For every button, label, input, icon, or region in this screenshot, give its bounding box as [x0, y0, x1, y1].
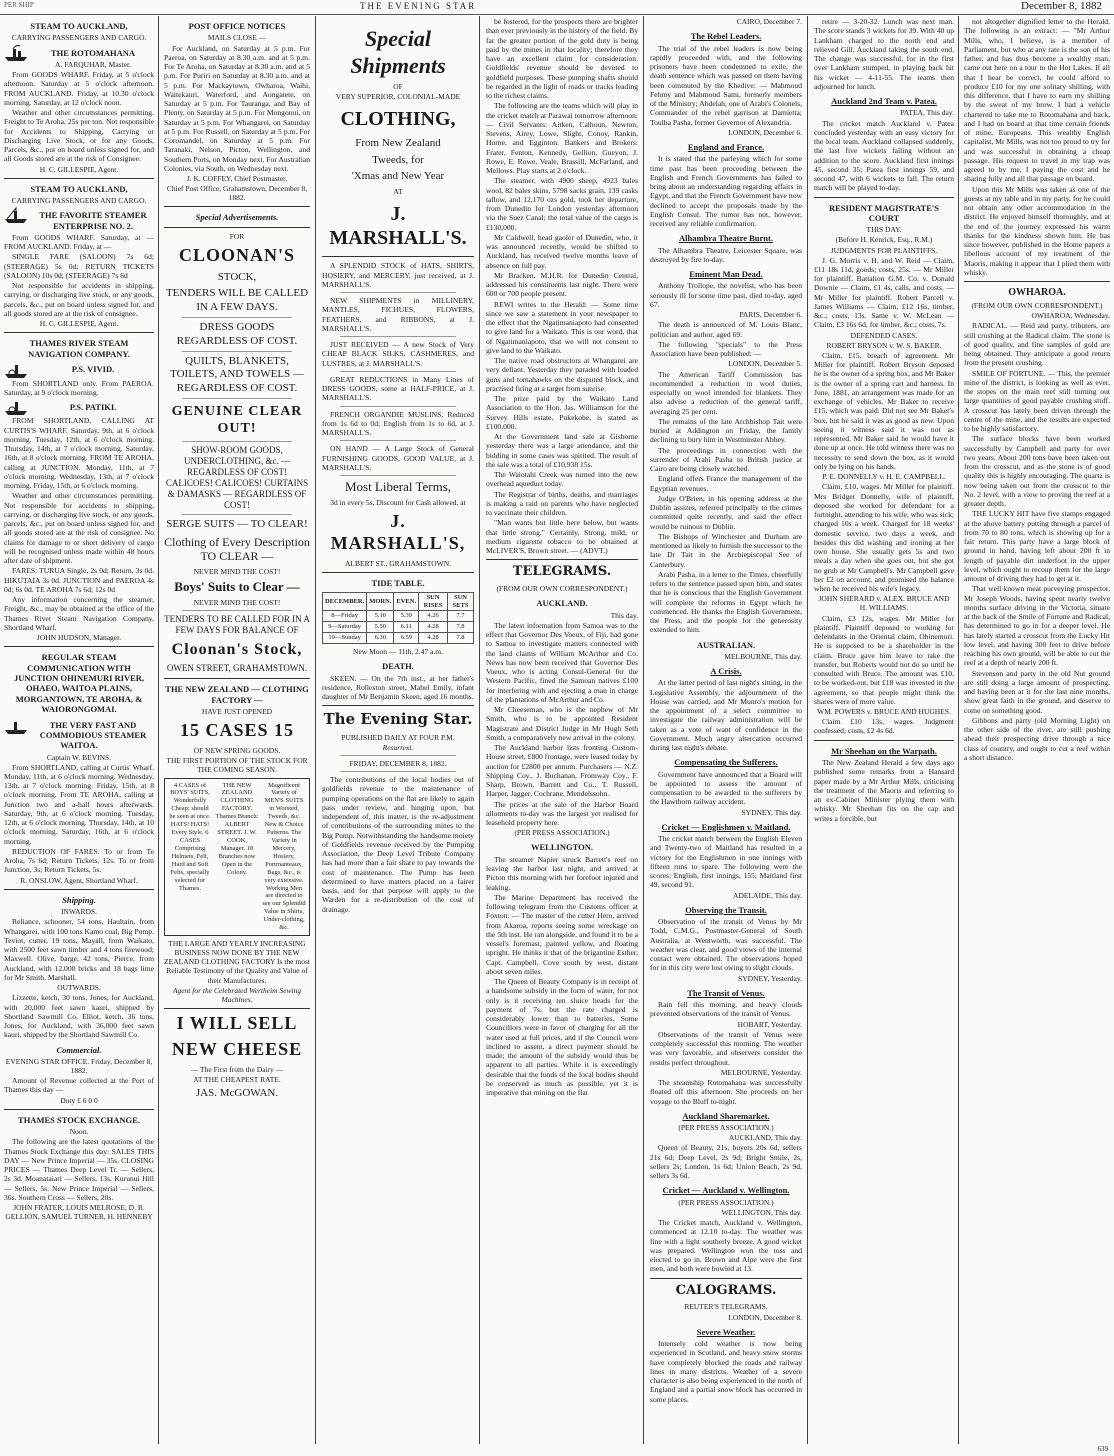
masthead-paper-name: THE EVENING STAR — [360, 1, 477, 11]
divider — [164, 1008, 310, 1009]
mail-schedule: For Auckland, on Saturday at 5 p.m. For Paeroa, on Saturday at 8.30 a.m. and at 5 p.m. For Te Aroha, on Saturday at 8.30 a.m. and at 5 p.m. For Puriri on Saturday at 8.30 a.m. and at 5 p.m. For Mackaytown, Owharoa, Waihi, Waitekauri, Waterford, and Aongatete, on Saturday at 5 p.m. For Tauranga, and Bay of Plenty, on Saturday at 5 p.m. For Mongonui, on Saturday at 5 p.m. For Whangarei, on Saturday at 5 p.m. For Russell, on Saturday at 5 p.m. For Coromandel, on Saturday at 5 p.m. For Taranaki, Nelson, Picton, Wellington, and Southern Ports, on Monday next. For Australian Colonies, via South, on Wednesday next. — [164, 43, 310, 173]
marshall-title: J. MARSHALL'S. — [329, 202, 467, 250]
divider — [814, 740, 954, 741]
ad-text: AT THE CHEAPEST RATE. — [193, 1075, 281, 1085]
ad-text: 15 CASES 15 — [179, 720, 295, 741]
divider — [4, 889, 154, 890]
column-rule — [643, 16, 644, 1444]
article-text: It is stated that the parleying which for some time past has been proceeding between the English and French Governments has failed to bring about an understanding regarding affairs in Egypt, and that the French Government have now declined to accept the proposals made by the English Consul. The rumor has not, however, received any reliable confirmation. — [650, 154, 802, 228]
article-text: The prize paid by the Waikato Land Association to the Hon. Jas. Williamson for the Survey Hills estate, Pukekohe, is stated as £100,000. — [486, 394, 638, 431]
divider — [164, 206, 310, 207]
tide-column-header: SUN SETS — [447, 592, 473, 611]
ad-text: 'Xmas and New Year — [351, 170, 445, 183]
case-title: ROBERT BRYSON v. W. S. BAKER. — [826, 340, 942, 350]
marshall-ad-item: GREAT REDUCTIONS in Many Lines of DRESS GOODS, some at HALF-PRICE, at J. MARSHALL'S. — [322, 374, 474, 403]
dateline: LONDON, December 5. — [728, 359, 802, 369]
article-text: The following "specials" to the Press Association have been published: — — [650, 339, 802, 359]
telegram-text: The Marine Department has received the following telegram from the Customs officer at Foxton: — The master of the cutter Hero, arrived from Akaroa, reports seeing some wreckage on the 5th inst. He ran alongside, and found it to be a vessel's foremast, painted yellow, and floating upright. He thinks it that of the brigantine Esther, Capt. Campbell. Cove south by west, distant about seven miles. — [486, 892, 638, 976]
section-subheading: OUTWARDS. — [57, 983, 101, 993]
ship-agent: H. C. GILLESPIE, Agent. — [39, 164, 119, 174]
ad-subheading: CARRYING PASSENGERS AND CARGO. — [11, 196, 147, 205]
ad-heading: STEAM TO AUCKLAND, — [30, 183, 128, 194]
telegram-text: The steamer Napier struck Barrett's reef on leaving the harbor last night, and arrived at Picton this morning with her forefoot injured and leaking. — [486, 854, 638, 892]
divider — [182, 351, 293, 352]
marshall-ad-item: FRENCH ORGANDIE MUSLINS, Reduced from 1s 6d to 0d; English from 1s to 6d, at J. MARSHALL'S. — [322, 409, 474, 438]
company-heading: REGULAR STEAM COMMUNICATION WITH JUNCTION OHINEMURI RIVER, OHAEO, WAITOA PLAINS, MORGANTOWN, TE AROHA, & WAIORONGOMAI. — [13, 652, 145, 715]
marshall-ad-item: JUST RECEIVED — A new Stock of Very CHEAP BLACK SILKS, CASHMERES, and LUSTRES, at J. MARSHALL'S. — [322, 340, 474, 368]
divider — [182, 441, 293, 442]
article-text: The Cricket match, Auckland v. Wellington, commenced at 12.10 to-day. The weather was fine with a light southerly breeze. A good wicket was prepared. Wellington won the toss and elected to go in. Brown and Alpe were the first men, and both were bowled at 13. — [650, 1218, 802, 1274]
ad-text: THE FIRST PORTION OF THE STOCK FOR THE COMING SEASON. — [166, 756, 308, 775]
tide-cell: 5.39 — [394, 611, 419, 622]
section-heading: RESIDENT MAGISTRATE'S COURT — [829, 202, 939, 223]
article-text: Gibbons and party (old Morning Light) on the other side of the river, are still pushing ahead their prospecting drive through a nice class of country, and ought to cut a reef within a short distance. — [964, 715, 1110, 762]
ship-name: THE FAVORITE STEAMER ENTERPRISE NO. 2. — [39, 210, 147, 231]
dateline: MELBOURNE, This day. — [724, 651, 802, 661]
divider — [964, 281, 1110, 282]
divider — [340, 371, 456, 372]
article-text: The Waiotahi Creek was turned into the new overhead aqueduct today. — [486, 470, 638, 489]
section-subheading: INWARDS. — [60, 907, 98, 917]
divider — [182, 514, 293, 515]
ad-text: Boys' Suits to Clear — — [174, 578, 300, 594]
tide-cell: 8—Friday — [323, 611, 367, 622]
steamship-icon — [4, 44, 28, 62]
divider — [340, 771, 456, 772]
ship-name: THE VERY FAST AND COMMODIOUS STEAMER WAITOA. — [39, 719, 147, 751]
fares: SINGLE FARE (SALOON) 7s 6d; (STEERAGE) 5s 0d; RETURN TICKETS (SALOON) 10s 0d; (STEERAGE) 7s 6d — [4, 252, 154, 280]
article-text: Intensely cold weather is now being experienced in Scotland, and heavy snow storms have completely blocked the roads and railway lines in many districts. Weather of a severe character is also being experienced in the north of England and a partial snow block has occurred in some places. — [650, 1339, 802, 1404]
ad-subheading: CARRYING PASSENGERS AND CARGO. — [11, 33, 147, 43]
tide-cell: 4.28 — [419, 622, 448, 633]
divider — [4, 646, 154, 647]
dateline: SYDNEY, Yesterday. — [738, 973, 802, 983]
section-heading: OWHAROA. — [1008, 287, 1066, 298]
article-text: The native road obstructors at Whangarei are very defiant. Yesterday they paraded with loaded guns and tomahawks on the disputed block, and practised firing at a target from sunrise. — [486, 356, 638, 393]
court-text: Claim, £10, wages. Mr Miller for plaintiff. Mrs Bridget Donnelly, wife of plaintiff, deposed she worked for defendant for a fortnight, attending to his wife, who was sick; charged 10s a week. Charged for 18 weeks' domestic service, two days a week, and besides this did washing and ironing at her own house. She usually gets 5s and two meals a day when she goes out, but she got no grub at Mr Campbell's. Mr Campbell gave her £2 on account, and promised the balance when he received his wife's legacy. — [814, 482, 954, 594]
divider — [322, 572, 474, 573]
article-text: be fostered, for the prospects there are brighter than ever previously in the history of the field. By far the greater portion of the gold duty is being paid by the mines in that locality; therefore they have an excellent claim for consideration. Goldfields' revenue should be devoted to goldfield purposes. Those pumping shafts should be regarded in the light of roads or tracks leading to the richest claims. — [486, 17, 638, 100]
headline: Cricket — Auckland v. Wellington. — [662, 1185, 790, 1196]
dateline: AUCKLAND, This day. — [728, 1133, 802, 1143]
tide-cell: 6.30 — [367, 633, 394, 644]
column-rule — [958, 16, 959, 1444]
tide-column-header: EVEN. — [394, 592, 419, 611]
marshall-title: J. MARSHALL'S, — [330, 511, 466, 554]
section-subheading: (PER PRESS ASSOCIATION.) — [514, 828, 610, 838]
article-text: Mr Caldwell, head gaoler of Dunedin, who, it was announced recently, would be shifted to Auckland, has received twelve months leave of absence on full pay. — [486, 232, 638, 270]
steamship-icon — [4, 206, 28, 224]
section-heading: THAMES STOCK EXCHANGE. — [18, 1114, 140, 1125]
divider — [164, 678, 310, 679]
ad-address: OWEN STREET, GRAHAMSTOWN. — [166, 663, 308, 674]
tide-table-heading: TIDE TABLE. — [371, 578, 425, 589]
publication-note: PUBLISHED DAILY AT FOUR P.M. — [341, 732, 455, 742]
article-text: RADICAL. — Reid and party, tributers, are still crushing at the Radical claim. The stone is of good quality, and fine samples of gold are being obtained. They anticipate a good return from the present crushing. — [964, 321, 1110, 368]
masthead — [0, 0, 1114, 15]
ad-text: FOR — [229, 231, 245, 241]
tide-cell: 7.7 — [447, 611, 473, 622]
section-subheading: Noon. — [69, 1127, 89, 1137]
telegram-text: The latest information from Samoa was to the effect that Governor Des Voeux, of Fiji, had gone to Samoa to investigate matters connected with the land claims of William McArthur and Co. News has now been received that Governor Des Voeux, who is acting Consul-General for the Western Pacific, fined the Samoan natives £100 for interfering with and ejecting a man in charge of the plantations of McArthur and Co. — [486, 620, 638, 704]
tide-table-body — [323, 611, 474, 644]
headline: Compensating the Sufferers. — [674, 757, 778, 768]
divider — [340, 292, 456, 293]
ad-text: GENUINE CLEAR OUT! — [171, 404, 303, 437]
ship-schedule: From GOODS WHARF. Saturday, at — FROM AUCKLAND. Friday, at — — [4, 232, 154, 252]
section-heading: Shipping. — [62, 894, 96, 905]
section-subheading: (PER PRESS ASSOCIATION.) — [678, 1123, 774, 1133]
tide-cell: 5.50 — [367, 622, 394, 633]
headline: The Transit of Venus. — [687, 987, 765, 998]
article-text: The Registrar of births, deaths, and marriages is making a raid on parents who have neglected to vaccinate their children. — [486, 489, 638, 517]
ship-schedule: FROM SHORTLAND, CALLING AT CURTIS'S WHARF. Saturday, 9th, at 6 o'clock morning. Tuesday, 12th, at 6 o'clock morning. Thursday, 14th, at 7 o'clock morning. Saturday, 16th, at 8 o'clock morning. FROM TE AROHA, calling at JUNCTION. Monday, 11th, at 7 o'clock morning. Wednesday, 13th, at 7 o'clock morning. Friday, 15th, at 6 o'clock morning. — [4, 416, 154, 491]
article-text: THE LUCKY HIT have five stamps engaged at the above battery putting through a parcel of from 70 to 80 tons, which is showing up for a fair return. This party have a large block of ground in hand, having left about 200 ft in length of payable dirt underfoot in the upper level, which ought to recoup them for the large amount of driving they had to get at it. — [964, 509, 1110, 584]
telegram-text: The prices at the sale of the Harbor Board allotments to-day was the largest yet realised for leasehold property here. — [486, 799, 638, 827]
article-text: The cricket match between the English Eleven and Twenty-two of Maitland has resulted in a victory for the Englishmen in one innings with fifteen runs to spare. The following were the scores: English, first innings, 155; Maitland first 49, second 91. — [650, 834, 802, 890]
ship-name: P.S. VIVID. — [71, 363, 115, 374]
ad-text: Clothing of Every Description TO CLEAR — — [164, 534, 310, 564]
column-rule — [158, 16, 159, 1444]
divider — [340, 475, 456, 476]
telegram-text: The Queen of Beauty Company is in receipt of a handsome subsidy in the form of water, for not only is it receiving ten sluice heads for the payment of 7s, but the rate charged is considerably lower than to batteries. Some Councillors were in favor of charging for all the water used at full prices, and if the Council were inclined to assent, a direct payment should be made; the amount of the subsidy would thus be apparent to all parties. While it is exceedingly desirable that the funds of the local bodies should be conserved as much as possible, yet it is imperative that mining on the flat — [486, 977, 638, 1097]
section-subheading: EVENING STAR OFFICE. Friday, December 8, 1882. — [5, 1056, 153, 1076]
tide-column-header: DECEMBER. — [323, 592, 367, 611]
cloonan-title: CLOONAN'S — [178, 244, 295, 265]
headline: Auckland Sharemarket. — [682, 1110, 770, 1121]
ad-text: STOCK, — [217, 270, 257, 283]
section-subheading: (FROM OUR OWN CORRESPONDENT.) — [496, 584, 628, 594]
article-text: The New Zealand Herald a few days ago published some remarks from a Hansard paper made by a Mr Arthur Mills, criticising the treatment of the Maoris and referring to an ex-Cabinet Minister plying them with whisky. Mr Sheehan fits on the cap and writes a forcible, but — [814, 758, 954, 823]
section-subheading: DEFENDED CASES. — [850, 330, 918, 340]
headline: England and France. — [687, 141, 765, 152]
tide-cell: 9—Saturday — [323, 622, 367, 633]
ad-text: I WILL SELL — [176, 1013, 298, 1034]
section-heading: DEATH. — [382, 661, 414, 672]
section-subheading: MAILS CLOSE — — [207, 33, 267, 43]
ad-text: THE NEW ZEALAND CLOTHING FACTORY. Thames Branch: ALBERT STREET. J. W. COOK, Manager. 18 Branches now Open in the Colony. — [215, 781, 259, 876]
ad-text: Agent for the Celebrated Wertheim Sewing Machines. — [172, 985, 302, 1004]
ship-master: Captain W. BEVINS. — [46, 752, 112, 762]
fares: FARES: TURUA Single, 2s 0d; Return, 3s 0d. HIKUTAIA 3s 0d. JUNCTION and PAEROA 4s 0d; 6s 0d. TE AROHA 7s 6d; 12s 0d — [4, 566, 154, 594]
ship-master: A. FARQUHAR, Master. — [55, 59, 131, 69]
tide-column-header: SUN RISES — [419, 592, 448, 611]
case-title: WM. POWERS v. BRUCE AND HUGHES. — [817, 707, 951, 717]
revenue-text: Amount of Revenue collected at the Port of Thames this day — — [4, 1076, 154, 1095]
ad-text: From New Zealand — [355, 137, 441, 150]
ad-text: DRESS GOODS REGARDLESS OF COST. — [176, 321, 298, 347]
ship-schedule: From SHORTLAND, calling at Curtis' Wharf. Monday, 11th, at 6 o'clock morning. Wednesday, 13th, at 7 o'clock morning. Friday, 15th, at 8 o'clock morning. From TE AROHA, calling at Junction two and a-half hours afterwards. Saturday, 9th, at 6 o'clock morning. Tuesday, 12th, at 6 o'clock morning. Thursday, 14th, at 10 o'clock morning. Saturday, 16th, at 6 o'clock morning. — [4, 762, 154, 846]
column-rule — [479, 16, 480, 1444]
article-text: The surface blocks have been worked successfully by Campbell and party for over two years. About 200 tons have been taken out from the crosscut, and as the stone is of good quality this is highly encouraging. The quartz is now being taken out from the crosscut to the No. 2 level, with a view to proving the reef at a greater depth. — [964, 434, 1110, 509]
ad-text: SHOW-ROOM GOODS, UNDERCLOTHING, &c. — REGARDLESS OF COST! CALICOES! CALICOES! CURTAINS & DAMASKS — REGARDLESS OF COST! — [165, 445, 309, 511]
masthead-date: December 8, 1882 — [1021, 0, 1102, 12]
editorial-text: The contributions of the local bodies out of goldfields revenue to the maintenance of pumping operations on the flat are likely to again pass under review, and hinging upon, but independent of, this matter, is the re-adjustment of contributions of the surrounding mines to the Big Pump. Notwithstanding the handsome moiety of Goldfields revenue received by the Pumping Association, the Deep Level Tribute Company has had more than a fair share to pay towards the cost of maintenance. The Pump has been determined to have matters placed on a fairer basis, and for that purpose will apply to the Warden for a re-distribution of the cost of drainage. — [322, 775, 474, 914]
ship-schedule: From SHORTLAND only. From PAEROA. Saturday, at 9 o'clock morning. — [4, 378, 154, 398]
ad-heading: THE NEW ZEALAND — CLOTHING FACTORY — — [165, 684, 309, 705]
article-text: Observations of the transit of Venus were completely successful this morning. The weather was very favorable, and observers consider the results perfect throughout. — [650, 1029, 802, 1067]
death-notice: SKEEN. — On the 7th inst., at her father's residence, Rolleston street, Mabel Emily, infant daughter of Mr Benjamin Skeen, aged 16 months. — [322, 673, 474, 702]
paddle-steamer-icon — [4, 398, 28, 416]
divider — [182, 317, 293, 318]
headline: Eminent Man Dead. — [689, 269, 763, 280]
ship-agent: R. ONSLOW, Agent, Shortland Wharf. — [20, 875, 138, 885]
paddle-steamer-icon — [4, 361, 28, 379]
company-heading: THAMES RIVER STEAM NAVIGATION COMPANY. — [28, 338, 130, 359]
stock-quotations: The following are the latest quotations of the Thames Stock Exchange this day: SALES THIS DAY — New Prince Imperial — 35s. CLOSING PRICES — Thames Deep Level Tr. — Sellers, 2s 3d. Moanataiari — Sellers, 13s. Kurunui Hill — Sellers, 5s. New Prince Imperial — Sellers, 36s. Southern Cross — Sellers, 20s. — [4, 1137, 154, 1202]
section-heading: TELEGRAMS. — [512, 564, 612, 580]
article-text: The death is announced of M. Louis Blanc, politician and author, aged 69. — [650, 320, 802, 339]
marshall-ad-item: ON HAND — A Large Stock of General FURNISHING GOODS, GOOD VALUE, at J. MARSHALL'S. — [322, 444, 474, 472]
ship-name: THE ROTOMAHANA — [50, 47, 136, 58]
article-text: Mr Bracken, M.H.R. for Dunedin Central, addressed his constituents last night. There were 600 or 700 people present. — [486, 270, 638, 299]
dateline: AUCKLAND. — [536, 598, 588, 609]
column-correspondence — [960, 16, 1114, 1444]
court-text: Claim £10 13s, wages. Judgment confessed; costs, £2 4s 6d. — [814, 717, 954, 736]
shipping-inwards: Reliance, schooner, 54 tons, Haultain, from Whangarei, with 100 tons Kamo coal, Big Pump. Teviot, cutter, 19 tons, Mayall, from Waikato, with 2500 feet sawn timber and 4 tons firewood; Maxwell. Olive, barge, 42 tons, Pierce, from Auckland, with 12,000 bricks and 18 bags lime for Mr Smith. Marshall. — [4, 917, 154, 982]
court-text: Claim, £3 12s, wages. Mr Miller for plaintiff. Plaintiff deposed to working for defendants in the Oriental claim, Ohinemuri. He is supposed to be a shareholder in the claim. Bruce gave him leave to take the transfer, but Roberts would not do so until he consulted with Bruce. The amount was £10, to be worked-out, but £18 was invested in the agreement, so that people might think the shares were of more value. — [814, 613, 954, 706]
tide-cell: 7.8 — [447, 633, 473, 644]
article-text: The American Tariff Commission has recommended a reduction in wool duties, especially on wool intended for blankets. They also advise a reduction of the general tariff, averaging 25 per cent. — [650, 369, 802, 416]
court-text: Claim, £15, breach of agreement. Mr Miller for plaintiff. Robert Bryson deposed he is the owner of a spring box, and Mr Baker is the owner of a spring cart and harness. In June, 1881, an arrangement was made for an exchange of vehicles. Mr Baker to receive £15, which was paid. Did not see Mr Baker's box, but he said it was as good as new. Upon seeing it witness said it was not as represented. Mr Baker said he would have it done up at once. He told witness there was no necessity to send down the box, as it would only be lying on his hands. — [814, 350, 954, 471]
tide-cell: 6.11 — [394, 622, 419, 633]
court-text: J. G. Morris v. H. and W. Reid — Claim, £11 18s 11d, goods; costs, 25s. — Mr Miller for plaintiff. Battalion G.M. Co. v. Donald Downie — Claim, £1 4s, calls, and costs. — Mr Miller for plaintiff. Robert Parcell v. James Williams — Claim, £12 16s, timber, &c.; costs, 13s. Same v. W. McLean — Claim, £3 16s 6d, for timber, &c.; costs, 7s. — [814, 255, 954, 330]
article-text: At the latter period of last night's sitting, in the Legislative Assembly, the adjournment of the House was carried, and Mr Munro's motion for the appointment of a select committee to investigate the railway administration will be taken as a vote of want of confidence in the Government. Much angry altercation occurred during last night's debate. — [650, 678, 802, 753]
tide-cell: 4.28 — [419, 633, 448, 644]
clothing-factory-box — [164, 778, 310, 937]
ad-text: NEVER MIND THE COST! — [193, 597, 281, 607]
headline: Alhambra Theatre Burnt. — [679, 233, 773, 244]
fares-note: Not responsible for accidents in shipping, carrying, or discharging live stock, or any goods, parcels, &c., put on board unless signed for, and all goods stored are at the risk of consignee. — [4, 281, 154, 318]
dateline: ADELAIDE, This day. — [733, 890, 802, 900]
dateline: PARIS, December 6. — [739, 310, 802, 320]
ad-text: Tweeds, for — [372, 153, 424, 166]
column-advertisements — [160, 16, 314, 1444]
ad-text: QUILTS, BLANKETS, TOILETS, AND TOWELS — REGARDLESS OF COST. — [170, 354, 304, 394]
divider — [4, 178, 154, 179]
ad-signature: JAS. McGOWAN. — [195, 1087, 279, 1100]
tide-cell: 6.59 — [394, 633, 419, 644]
ad-address: ALBERT ST., GRAHAMSTOWN. — [344, 559, 451, 569]
ship-agent: H. C. GILLESPIE, Agent. — [39, 319, 119, 329]
headline: Observing the Transit. — [685, 904, 767, 915]
fare-reduction: REDUCTION OF FARES. To or from Te Aroha, 7s 6d; Return Tickets, 12s. To or from Junction, 3s; Return Tickets, 5s. — [4, 846, 154, 875]
dateline: HOBART, Yesterday. — [737, 1019, 802, 1029]
ad-text: OF — [393, 81, 403, 91]
headline: Severe Weather. — [696, 1326, 756, 1337]
marshall-ad-item: NEW SHIPMENTS in MILLINERY, MANTLES, FICHUES, FLOWERS, FEATHERS, and RIBBONS, at J. MARSHALL'S. — [322, 296, 474, 333]
ship-schedule: From GOODS WHARF. Friday, at 5 o'clock afternoon. Saturday at 5 o'clock afternoon. FROM AUCKLAND. Friday, at 10.30 o'clock morning. Saturday, at 12 o'clock noon. — [4, 70, 154, 107]
section-heading: Special Advertisements. — [195, 212, 279, 223]
section-heading: CALOGRAMS. — [675, 1282, 777, 1298]
divider — [814, 197, 954, 198]
article-text: The trial of the rebel leaders is now being rapidly proceeded with, and the following prisoners have been condemned to exile, the death sentence which was passed on them having been commuted by the Khedive: — Mahmoud Fehmy and Mahmoud Sami, formerly members of the Ministry; Abdelah, one of Arabi's Colonels, Commander of the rebel garrison at Damietta; Toulba Pasha, former Governor of Alexandria. — [650, 43, 802, 127]
dateline: CAIRO, December 7. — [736, 17, 802, 26]
tide-cell: 5.10 — [367, 611, 394, 622]
article-text: England offers France the management of the Egyptian revenues. — [650, 474, 802, 493]
marshall-ad-item: A SPLENDID STOCK of HATS, SHIRTS, HOSIERY, and MERCERY, just received, at J. MARSHALL'S. — [322, 261, 474, 289]
column-cables — [646, 16, 806, 1444]
column-shipping — [0, 16, 158, 1444]
ship-name: P.S. PATIKI. — [69, 402, 117, 413]
section-heading: AUSTRALIAN. — [696, 639, 756, 650]
ad-text: Magnificent Variety of MEN'S SUITS in Worsted, Tweeds, &c. New & Choice Patterns. The Variety in Mercery, Hosiery, Portmanteaux, Bags, &c., is very extensive. Working Men are directed to see our Splendid Value in Shirts, Under-clothing, &c. — [262, 781, 306, 932]
section-subheading: (PER PRESS ASSOCIATION.) — [678, 1197, 774, 1207]
case-title: P. E. DONNELLY v. H. E. CAMPBELL. — [822, 472, 946, 482]
postmaster-sign: J. K. COFFEY, Chief Postmaster. — [186, 174, 288, 183]
article-text: Rain fell this morning, and heavy clouds prevented observations of the transit of Venus. — [650, 1000, 802, 1019]
article-text: Arabi Pasha, in a letter to the Times, cheerfully refers to the sentence passed upon him, and states that he is conscious that the English Government will complete the reforms in Egypt which he commenced. He thanks the English Government, the Press, and the people for the generosity extended to him. — [650, 569, 802, 635]
tide-table — [322, 592, 474, 645]
ad-text: SERGE SUITS — TO CLEAR! — [166, 518, 308, 531]
ad-text: NEVER MIND THE COST! — [193, 566, 281, 576]
article-text: The proceedings in connection with the surrender of Arabi Pasha to British justice at Cairo are being closely watched. — [650, 445, 802, 473]
article-text: The cricket match Auckland v. Patea concluded yesterday with an easy victory for the local team. Auckland collapsed suddenly, the last five wickets falling without an addition to the score. Auckland first innings 45, second 35; Patea first innings 59, and second 47, with 6 wickets to fall. The return match will be played to-day. — [814, 118, 954, 193]
ad-text: 3d in every 5s, Discount for Cash allowed, at — [330, 498, 466, 508]
article-text: The Alhambra Theatre, Leicester Square, was destroyed by fire to-day. — [650, 245, 802, 264]
article-text: The Bishops of Winchester and Durham are mentioned as likely to furnish the successor to the late Dr Tait in the Archiepiscopal See of Canterbury. — [650, 531, 802, 569]
tide-row — [323, 622, 474, 633]
article-text: That well known meat purveying prospector, Mr Joseph Woods, having spent nearly twelve months surface driving in the Victoria, situate at the back of the Smile of Fortune and Radical, has determined to go in for a deeper level. He has lately started a crosscut from the Lucky Hit low level, and having 300 feet to drive before reaching his own ground, will be able to cut the reef at a depth of nearly 200 ft. — [964, 584, 1110, 668]
dateline: WELLINGTON. — [531, 842, 593, 853]
ad-subheading: HAVE JUST OPENED — [201, 707, 273, 717]
ad-text: 4 CASES of BOYS' SUITS, Wonderfully Cheap; should be seen at once. HATS! HATS! Every Style. 6 CASES Comprising Helmets, Felt, Hard and Soft Felts, specially selected for Thames. — [169, 781, 211, 892]
ad-text: THE LARGE AND YEARLY INCREASING BUSINESS NOW DONE BY THE NEW ZEALAND CLOTHING FACTORY Is the most Reliable Testimony of the Quality and Value of their Manufactures. — [164, 939, 310, 985]
divider — [164, 227, 310, 228]
dateline: MELBOURNE, Yesterday. — [720, 1067, 802, 1077]
divider — [340, 755, 456, 756]
article-text: retire — 3-20-32. Lunch was next man. The score stands 3 wickets for 39. With 40 up Lankham charged to the north end and relieved Gill, Auckland taking the south end. The change was successful, for in the first over Lankham stumped, in playing back hit his wicket — 4-11-55. The teams then adjourned for lunch. — [814, 17, 954, 91]
section-heading: POST OFFICE NOTICES — [188, 21, 286, 31]
tide-row — [323, 611, 474, 622]
ad-text: Most Liberal Terms, — [344, 479, 452, 495]
headline: A Crisis. — [710, 666, 742, 676]
column-marshall-and-editorial — [318, 16, 478, 1444]
dateline: WELLINGTON, This day. — [721, 1207, 802, 1217]
telegram-text: The Auckland harbor lists fronting Custom-House street, £800 frontage, were leased today by auction for £2800 per annum. Purchasers — N.Z. Shipping Coy., J. Buchanan, Fromway Coy., F. Sharp, Brown, Barrett and Co., T. Russell, Harper, Jagger, Cochrane, Mendelssohn. — [486, 743, 638, 799]
tide-column-header: MORN. — [367, 592, 394, 611]
ship-agent: JOHN HUDSON, Manager. — [36, 633, 122, 643]
article-text: Upon this Mr Mills was taken as one of the guests at my table and in my party, for he could not obtain any other accommodation in the district. He enjoyed himself thoroughly, and at the end of the journey expressed his warm thanks for the kindness shown him. He has since however, published in the Home papers a libellous account of my treatment of the Maoris, making it appear that I plied them with whisky. — [964, 184, 1110, 277]
section-subheading: THIS DAY. — [866, 225, 902, 235]
divider — [340, 440, 456, 441]
ad-text: NEW CHEESE — [171, 1039, 303, 1059]
dateline: OWHAROA, Wednesday. — [1031, 311, 1110, 321]
column-rule — [807, 16, 808, 1444]
dateline-time: This day. — [610, 610, 638, 620]
ad-heading: STEAM TO AUCKLAND, — [30, 21, 128, 31]
shipping-outwards: Lizzette, ketch, 30 tons, Jones, for Auckland, with 20,000 feet sawn kauri, shipped by Shortland Sawmill Co. Elliot, ketch, 36 tons, Jones, for Auckland, with 36,000 feet sawn kauri, shipped by the Shortland Sawmill Co. — [4, 993, 154, 1040]
divider — [322, 705, 474, 706]
article-text: At the Government land sale at Gisborne yesterday there was a large attendance, and the bidding in some cases was spirited. The result of the sale was a total of £10,938 15s. — [486, 432, 638, 469]
stock-signatories: JOHN FRATER, LOUIS MELROSE, D. R. GELLION, SAMUEL TURNER, H. HENNEBY — [5, 1203, 153, 1222]
article-text: Stevenson and party in the old Nut ground are still doing a large amount of prospecting, and having been at it for the last nine months, show great faith in the ground, and deserve to come on something good. — [964, 668, 1110, 715]
section-subheading: (Before H. Kenrick, Esq., R.M.) — [835, 235, 933, 245]
ad-text: VERY SUPERIOR, COLONIAL-MADE — [335, 91, 461, 101]
article-text: Judge O'Brien, in his opening address at the Dublin assizes, referred principally to the crimes committed quite recently, and said the effect would be ruinous to Dublin. — [650, 493, 802, 531]
dateline: SYDNEY, This day. — [741, 807, 802, 817]
tide-table-header — [323, 592, 474, 611]
ad-text: CLOTHING, — [340, 107, 456, 130]
divider — [340, 336, 456, 337]
tide-cell: 4.26 — [419, 611, 448, 622]
fares-note: Any information concerning the steamer, Freight, &c., may be obtained at the office of the Thames River Steam Navigation Company, Shortland Wharf. — [4, 595, 154, 632]
ad-title: Special Shipments — [350, 26, 446, 78]
tide-cell: 7.8 — [447, 622, 473, 633]
moon-phase: New Moon — 11th, 2.47 a.m. — [353, 647, 443, 657]
page-number: 639 — [1097, 1445, 1108, 1454]
divider — [340, 406, 456, 407]
newspaper-title: The Evening Star. — [323, 710, 473, 729]
post-office-date: Chief Post Office, Grahamstown, December 8, 1882. — [166, 184, 308, 203]
divider — [4, 1109, 154, 1110]
column-news — [482, 16, 642, 1444]
dateline: PATEA, This day. — [900, 108, 954, 118]
revenue-duty: Duty £ 6 0 0 — [60, 1095, 98, 1105]
column-court — [810, 16, 958, 1444]
advertisement-text: "Man wants but little here below, but wants that little strong." Certainly, Strong, mild, or medium cigarette tobacco to be obtained at McLIVER'S, Brown street. — (ADVT.) — [486, 518, 638, 555]
tide-cell: 10—Sunday — [323, 633, 367, 644]
article-text: REWI writes to the Herald: — Some time since we saw a statement in your newspaper to the effect that the Ngatimaniapoto had consented to give land for a Waikato. This is our word, that of Ngatimaniapoto, that we will not consent to give land to the Waikato. — [486, 299, 638, 355]
telegram-text: Mr Cheeseman, who is the nephew of Mr Smith, who is to be appointed Resident Magistrate and District Judge in Mr Hugh Seth Smith, a comparatively new arrival in the colony. — [486, 705, 638, 742]
ad-text: TENDERS TO BE CALLED FOR IN A FEW DAYS FOR BALANCE OF — [164, 613, 310, 635]
article-text: not altogether dignified letter to the Herald. The following is an extract: — "Mr Arthur Mills, who, I believe, is a member of Parliament, but who at any rate is the son of his father, and has thus become a wealthy man, came out here on a tour to the Hot Lakes. If all that I hear be correct, he could afford to produce £10 for my one solitary shilling, with this difference, that I have to earn my shilling by the sweat of my brow. I had a vehicle chartered to take me to Rotomahana and back, and I had on board at that time certain friends of mine, Europeans. This wealthy English capitalist, Mr Mills, was not too proud to try for and was successful in obtaining a cheap passage. His request to travel in my trap was agreed to by me, I paying the cost and he sharing fully and all that passage on board. — [964, 17, 1110, 184]
column-rule — [315, 16, 316, 1444]
article-text: Anthony Trollope, the novelist, who has been seriously ill for some time past, died to-day, aged 67. — [650, 281, 802, 309]
article-text: Observation of the transit of Venus by Mr Todd, C.M.G., Postmaster-General of South Australia, at Wentworth, was successful. The weather was clear, and good views of the internal contact were obtained. The observations hoped for in this city were lost owing to slight clouds. — [650, 917, 802, 973]
article-text: The steamer, with 4900 sheep, 4923 bales wool, 82 bales skins, 5798 sacks grain, 139 casks tallow, and 12,170 ozs gold, took her departure, from Dunedin for London yesterday afternoon via the Suez Canal; the total value of the cargo is £130,000. — [486, 176, 638, 232]
headline: Cricket — Englishmen v. Maitland. — [661, 821, 791, 832]
headline: Mr Sheehan on the Warpath. — [831, 745, 937, 756]
article-text: SMILE OF FORTUNE. — This, the premier mine of the district, is looking as well as ever, the stopes on the main reef still turning out large quantities of good payable crushing stuff. A crosscut has lately been driven through the centre of the mine, and the results are expected to be highly satisfactory. — [964, 368, 1110, 434]
section-subheading: (FROM OUR OWN CORRESPONDENT.) — [971, 301, 1103, 311]
article-text: The following are the teams which will play in the cricket match at Parawai tomorrow afternoon: — Civil Servants: Aitken, Calhoun, Newton, Stevens, Airey, Lowe, Slight, Conoy, Rankin, Horne, and Egginton. Bankers and Brokers: Frater, Fenton, Kennedy, Gellion, Gueyon, J. Rowe, E. Rowe, Veale, Brassill, McFarland, and Mellows. Play starts at 2 o'clock. — [486, 101, 638, 175]
headline: The Rebel Leaders. — [690, 31, 762, 42]
ad-text: — The First from the Dairy — — [190, 1064, 284, 1074]
divider — [4, 332, 154, 333]
steamship-icon — [4, 717, 28, 735]
case-title: JOHN SHERARD v. ALEX. BRUCE AND H. WILLIAMS. — [818, 594, 950, 613]
marshall-ad-list — [322, 261, 474, 476]
divider — [182, 610, 293, 611]
section-subheading: REUTER'S TELEGRAMS. — [684, 1302, 768, 1312]
tide-row — [323, 633, 474, 644]
dateline: LONDON, December 8. — [728, 1312, 802, 1322]
ad-text: OF NEW SPRING GOODS, — [193, 746, 281, 756]
section-heading: Commercial. — [56, 1044, 102, 1055]
divider — [650, 1278, 802, 1279]
divider — [486, 559, 638, 560]
divider — [182, 398, 293, 399]
masthead-left: PER SHIP — [4, 1, 34, 9]
headline: Auckland 2nd Team v. Patea. — [831, 96, 937, 106]
motto: Resurrexi. — [382, 742, 414, 752]
ad-text: AT — [393, 186, 403, 196]
article-text: Government have announced that a Board will be appointed to assess the amount of compensation to be awarded to the sufferers by the Hawthorn railway accident. — [650, 769, 802, 807]
cloonan-title: Cloonan's Stock, — [171, 640, 303, 658]
ad-text: TENDERS WILL BE CALLED IN A FEW DAYS. — [165, 287, 309, 313]
ship-note: Weather and other circumstances permitting. Freight to Te Aroha, 25s per ton. Not responsible for Accidents to Shipping, Carrying or Discharging Live Stock, or for any Goods, Parcels, &c., put on board unless signed for, and all Goods stored are at the risk of Consignee. — [4, 108, 154, 164]
article-text: The remains of the late Archbishop Tait were buried at Addington on Friday, the family declining to bury him in Westminster Abbey. — [650, 416, 802, 445]
ship-note: Weather and other circumstances permitting. Not responsible for accidents to shipping, carrying, or discharging live stock, or any goods, parcels, &c., put on board unless signed for, and all goods stored are at the risk of consignee. No claims for damage to or short delivery of cargo will be recognised unless made within 48 hours after date of shipment. — [4, 491, 154, 566]
section-subheading: JUDGMENTS FOR PLAINTIFFS. — [830, 245, 938, 255]
article-text: The steamship Rotomahana was successfully floated off this afternoon. She proceeds on her voyage to the Bluff to-night. — [650, 1078, 802, 1106]
article-text: Queen of Beauty, 21s, buyers 20s 6d, sellers 21s 6d; Deep Level, 2s 9d; Bright Smile, 2s, sellers 2s; London, 1s 6d; Union Beach, 2s 9d, sellers 3s 6d. — [650, 1143, 802, 1181]
divider — [322, 256, 474, 257]
dateline: LONDON, December 6. — [728, 127, 802, 137]
edition-date: FRIDAY, DECEMBER 8, 1882. — [349, 759, 447, 769]
